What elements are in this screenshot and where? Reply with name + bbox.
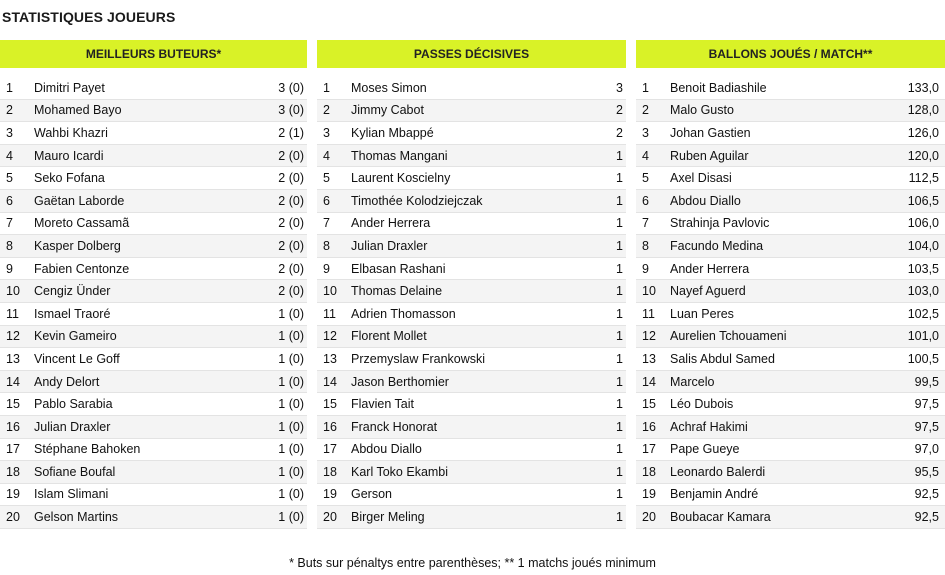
rank-cell: 18 [642, 464, 656, 479]
table-row [317, 348, 626, 371]
stat-value: 1 (0) [278, 351, 304, 366]
player-name: Abdou Diallo [670, 193, 741, 208]
rank-cell: 18 [323, 464, 337, 479]
top-scorers-table [0, 40, 307, 529]
table-row [317, 167, 626, 190]
player-name: Leonardo Balerdi [670, 464, 766, 479]
assists-rows [317, 77, 626, 529]
player-name: Pablo Sarabia [34, 397, 113, 412]
stat-value: 99,5 [914, 374, 939, 389]
player-name: Nayef Aguerd [670, 284, 746, 299]
rank-cell: 18 [6, 464, 20, 479]
rank-cell: 11 [642, 306, 655, 321]
player-name: Léo Dubois [670, 397, 734, 412]
table-row [317, 122, 626, 145]
stat-value: 2 (0) [278, 261, 304, 276]
stat-value: 2 (0) [278, 171, 304, 186]
table-row [0, 439, 307, 462]
rank-cell: 1 [642, 80, 649, 95]
rank-cell: 20 [642, 510, 656, 525]
player-name: Abdou Diallo [351, 442, 422, 457]
player-name: Julian Draxler [34, 419, 111, 434]
table-row [636, 235, 945, 258]
table-row [0, 506, 307, 529]
stat-value: 1 [616, 419, 623, 434]
table-row [317, 235, 626, 258]
player-name: Luan Peres [670, 306, 734, 321]
player-name: Kylian Mbappé [351, 125, 434, 140]
player-name: Thomas Mangani [351, 148, 448, 163]
rank-cell: 19 [323, 487, 337, 502]
table-row [317, 416, 626, 439]
table-row [317, 280, 626, 303]
table-row [636, 326, 945, 349]
player-name: Birger Meling [351, 510, 425, 525]
stat-value: 103,5 [907, 261, 939, 276]
rank-cell: 7 [642, 216, 649, 231]
table-row [0, 484, 307, 507]
stat-value: 1 [616, 216, 623, 231]
player-name: Przemyslaw Frankowski [351, 351, 486, 366]
rank-cell: 10 [323, 284, 337, 299]
balls-played-table [636, 40, 945, 529]
table-row [0, 190, 307, 213]
player-name: Franck Honorat [351, 419, 438, 434]
rank-cell: 20 [6, 510, 20, 525]
rank-cell: 5 [642, 171, 649, 186]
table-row [636, 167, 945, 190]
player-name: Vincent Le Goff [34, 351, 120, 366]
rank-cell: 1 [323, 80, 330, 95]
stat-value: 2 [616, 103, 623, 118]
table-row [636, 280, 945, 303]
player-name: Karl Toko Ekambi [351, 464, 449, 479]
stat-value: 95,5 [914, 464, 939, 479]
table-row [636, 77, 945, 100]
stat-value: 1 [616, 238, 623, 253]
table-row [0, 145, 307, 168]
rank-cell: 13 [323, 351, 337, 366]
assists-header: PASSES DÉCISIVES [317, 40, 626, 68]
player-name: Salis Abdul Samed [670, 351, 775, 366]
table-row [636, 122, 945, 145]
player-name: Boubacar Kamara [670, 510, 771, 525]
stat-value: 2 (0) [278, 284, 304, 299]
player-name: Johan Gastien [670, 125, 751, 140]
table-row [0, 303, 307, 326]
player-name: Marcelo [670, 374, 715, 389]
stat-value: 2 (1) [278, 125, 304, 140]
rank-cell: 12 [323, 329, 337, 344]
stat-value: 3 (0) [278, 103, 304, 118]
stat-value: 126,0 [907, 125, 939, 140]
top-scorers-header: MEILLEURS BUTEURS* [0, 40, 307, 68]
stat-value: 103,0 [907, 284, 939, 299]
player-name: Flavien Tait [351, 397, 414, 412]
stat-value: 120,0 [907, 148, 939, 163]
table-row [0, 77, 307, 100]
stat-value: 1 (0) [278, 374, 304, 389]
table-row [317, 326, 626, 349]
table-row [317, 484, 626, 507]
stat-value: 1 [616, 464, 623, 479]
table-row [636, 213, 945, 236]
table-row [0, 258, 307, 281]
stat-value: 1 [616, 148, 623, 163]
rank-cell: 17 [6, 442, 20, 457]
balls-played-header: BALLONS JOUÉS / MATCH** [636, 40, 945, 68]
rank-cell: 10 [6, 284, 20, 299]
rank-cell: 6 [6, 193, 13, 208]
stat-value: 1 [616, 397, 623, 412]
stat-value: 128,0 [907, 103, 939, 118]
player-name: Seko Fofana [34, 171, 105, 186]
player-name: Strahinja Pavlovic [670, 216, 770, 231]
table-row [0, 393, 307, 416]
rank-cell: 12 [6, 329, 20, 344]
table-row [0, 167, 307, 190]
table-row [0, 348, 307, 371]
rank-cell: 2 [323, 103, 330, 118]
player-name: Benjamin André [670, 487, 759, 502]
player-name: Jimmy Cabot [351, 103, 424, 118]
rank-cell: 9 [6, 261, 13, 276]
rank-cell: 13 [642, 351, 656, 366]
player-name: Julian Draxler [351, 238, 428, 253]
player-name: Fabien Centonze [34, 261, 130, 276]
stat-value: 1 (0) [278, 487, 304, 502]
stat-value: 1 (0) [278, 329, 304, 344]
rank-cell: 16 [642, 419, 656, 434]
table-row [636, 439, 945, 462]
table-row [317, 506, 626, 529]
rank-cell: 2 [6, 103, 13, 118]
stat-value: 1 [616, 442, 623, 457]
table-row [0, 100, 307, 123]
stat-value: 1 [616, 171, 623, 186]
rank-cell: 19 [6, 487, 20, 502]
rank-cell: 11 [323, 306, 336, 321]
rank-cell: 11 [6, 306, 19, 321]
player-name: Sofiane Boufal [34, 464, 116, 479]
rank-cell: 17 [323, 442, 337, 457]
rank-cell: 17 [642, 442, 656, 457]
table-row [0, 213, 307, 236]
stat-value: 101,0 [907, 329, 939, 344]
rank-cell: 14 [6, 374, 20, 389]
balls-played-rows [636, 77, 945, 529]
player-name: Ruben Aguilar [670, 148, 749, 163]
assists-table [317, 40, 626, 529]
stat-value: 2 (0) [278, 148, 304, 163]
table-row [0, 122, 307, 145]
table-row [0, 235, 307, 258]
stat-value: 1 [616, 510, 623, 525]
rank-cell: 14 [642, 374, 656, 389]
player-name: Thomas Delaine [351, 284, 443, 299]
rank-cell: 10 [642, 284, 656, 299]
stat-value: 100,5 [907, 351, 939, 366]
rank-cell: 20 [323, 510, 337, 525]
player-name: Kasper Dolberg [34, 238, 121, 253]
rank-cell: 16 [6, 419, 20, 434]
footnote: * Buts sur pénaltys entre parenthèses; ** 1 matchs joués minimum [289, 556, 656, 570]
player-name: Gelson Martins [34, 510, 119, 525]
rank-cell: 3 [642, 125, 649, 140]
rank-cell: 5 [323, 171, 330, 186]
player-name: Mohamed Bayo [34, 103, 122, 118]
stat-value: 1 (0) [278, 397, 304, 412]
player-name: Ander Herrera [670, 261, 750, 276]
table-row [636, 506, 945, 529]
rank-cell: 3 [6, 125, 13, 140]
stat-value: 2 [616, 125, 623, 140]
player-name: Stéphane Bahoken [34, 442, 141, 457]
player-name: Timothée Kolodziejczak [351, 193, 483, 208]
rank-cell: 8 [323, 238, 330, 253]
table-row [317, 190, 626, 213]
rank-cell: 6 [323, 193, 330, 208]
rank-cell: 4 [323, 148, 330, 163]
player-name: Cengiz Ünder [34, 284, 111, 299]
player-name: Ander Herrera [351, 216, 431, 231]
table-row [636, 371, 945, 394]
table-row [636, 303, 945, 326]
table-row [317, 371, 626, 394]
table-row [317, 213, 626, 236]
table-row [636, 484, 945, 507]
rank-cell: 1 [6, 80, 13, 95]
player-name: Aurelien Tchouameni [670, 329, 787, 344]
table-row [636, 100, 945, 123]
table-row [636, 348, 945, 371]
stat-value: 97,5 [914, 419, 939, 434]
rank-cell: 7 [6, 216, 13, 231]
page-title: STATISTIQUES JOUEURS [2, 9, 176, 25]
stat-value: 1 (0) [278, 442, 304, 457]
table-row [0, 416, 307, 439]
stat-value: 1 (0) [278, 510, 304, 525]
table-row [636, 145, 945, 168]
stat-value: 102,5 [907, 306, 939, 321]
player-name: Jason Berthomier [351, 374, 449, 389]
rank-cell: 5 [6, 171, 13, 186]
rank-cell: 8 [6, 238, 13, 253]
player-name: Dimitri Payet [34, 80, 105, 95]
stat-value: 3 (0) [278, 80, 304, 95]
stat-value: 92,5 [914, 487, 939, 502]
player-name: Elbasan Rashani [351, 261, 446, 276]
table-row [636, 393, 945, 416]
stat-value: 104,0 [907, 238, 939, 253]
table-row [0, 371, 307, 394]
player-name: Gaëtan Laborde [34, 193, 125, 208]
stat-value: 1 [616, 351, 623, 366]
player-name: Axel Disasi [670, 171, 732, 186]
stat-value: 112,5 [908, 171, 939, 186]
table-row [636, 416, 945, 439]
player-name: Kevin Gameiro [34, 329, 117, 344]
rank-cell: 13 [6, 351, 20, 366]
stat-value: 1 [616, 374, 623, 389]
player-name: Islam Slimani [34, 487, 109, 502]
rank-cell: 12 [642, 329, 656, 344]
stat-value: 1 (0) [278, 464, 304, 479]
rank-cell: 8 [642, 238, 649, 253]
rank-cell: 15 [323, 397, 337, 412]
table-row [317, 303, 626, 326]
stat-value: 1 (0) [278, 419, 304, 434]
rank-cell: 15 [642, 397, 656, 412]
stat-value: 1 [616, 487, 623, 502]
stat-value: 1 [616, 261, 623, 276]
rank-cell: 6 [642, 193, 649, 208]
player-name: Pape Gueye [670, 442, 740, 457]
rank-cell: 9 [642, 261, 649, 276]
player-name: Benoit Badiashile [670, 80, 767, 95]
stat-value: 92,5 [914, 510, 939, 525]
rank-cell: 19 [642, 487, 656, 502]
top-scorers-rows [0, 77, 307, 529]
table-row [636, 461, 945, 484]
stat-value: 97,0 [914, 442, 939, 457]
rank-cell: 4 [6, 148, 13, 163]
table-row [317, 439, 626, 462]
stat-value: 106,0 [907, 216, 939, 231]
stat-value: 106,5 [907, 193, 939, 208]
rank-cell: 16 [323, 419, 337, 434]
rank-cell: 9 [323, 261, 330, 276]
stat-value: 97,5 [914, 397, 939, 412]
table-row [0, 280, 307, 303]
table-row [317, 100, 626, 123]
table-row [317, 393, 626, 416]
table-row [0, 461, 307, 484]
stat-value: 3 [616, 80, 623, 95]
player-name: Mauro Icardi [34, 148, 104, 163]
player-name: Gerson [351, 487, 392, 502]
rank-cell: 15 [6, 397, 20, 412]
table-row [317, 461, 626, 484]
stat-value: 2 (0) [278, 238, 304, 253]
table-row [636, 190, 945, 213]
stat-value: 1 [616, 329, 623, 344]
player-name: Achraf Hakimi [670, 419, 748, 434]
table-row [0, 326, 307, 349]
player-name: Florent Mollet [351, 329, 427, 344]
player-name: Adrien Thomasson [351, 306, 456, 321]
table-row [636, 258, 945, 281]
rank-cell: 14 [323, 374, 337, 389]
stat-value: 1 (0) [278, 306, 304, 321]
stat-value: 2 (0) [278, 193, 304, 208]
stat-value: 2 (0) [278, 216, 304, 231]
player-name: Laurent Koscielny [351, 171, 451, 186]
rank-cell: 2 [642, 103, 649, 118]
rank-cell: 3 [323, 125, 330, 140]
player-name: Andy Delort [34, 374, 100, 389]
player-name: Ismael Traoré [34, 306, 111, 321]
player-name: Malo Gusto [670, 103, 734, 118]
stat-value: 1 [616, 193, 623, 208]
stat-value: 133,0 [907, 80, 939, 95]
rank-cell: 4 [642, 148, 649, 163]
stat-value: 1 [616, 306, 623, 321]
player-name: Wahbi Khazri [34, 125, 108, 140]
table-row [317, 145, 626, 168]
table-row [317, 258, 626, 281]
player-name: Moses Simon [351, 80, 427, 95]
player-name: Moreto Cassamã [34, 216, 130, 231]
rank-cell: 7 [323, 216, 330, 231]
stat-value: 1 [616, 284, 623, 299]
table-row [317, 77, 626, 100]
player-name: Facundo Medina [670, 238, 764, 253]
